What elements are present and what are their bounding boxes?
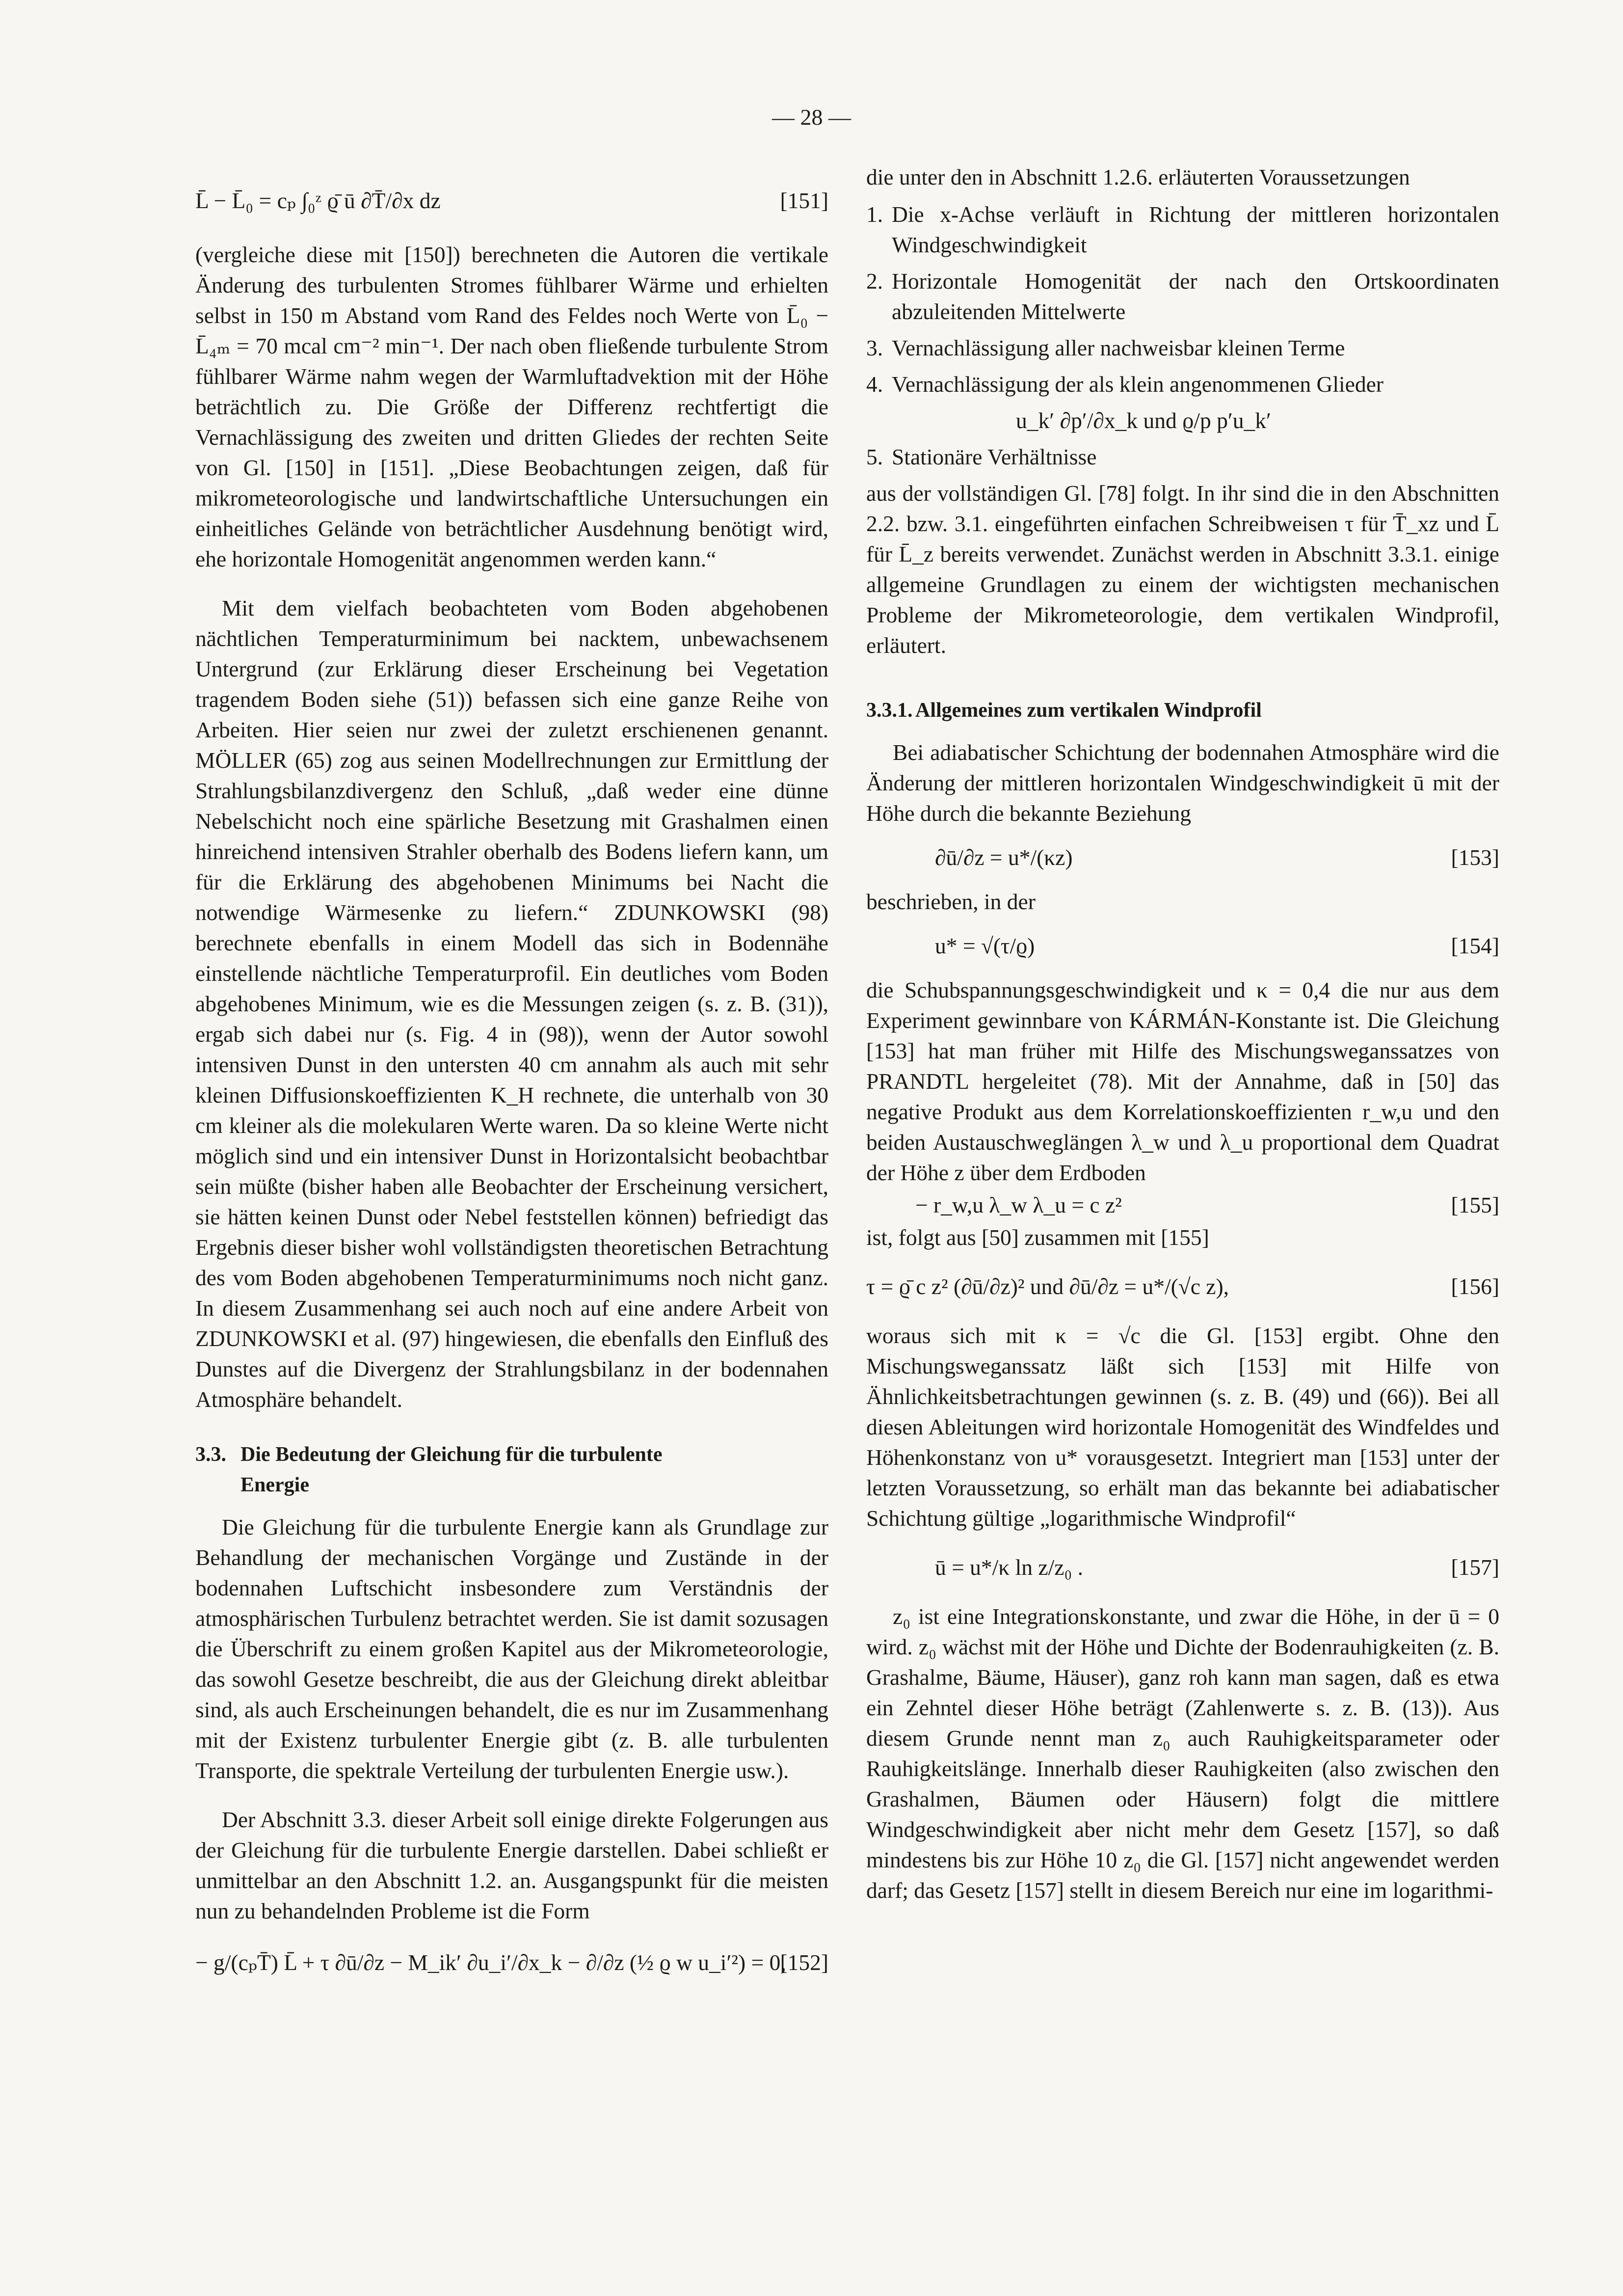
paragraph: Die Gleichung für die turbulente Energie kann als Grundlage zur Behandlung der mechanischen Vorgänge und Zustände in der bodennahen Luftschicht insbesondere zum Verständnis der atmosphärischen Turbulenz betrachtet werden. Sie ist damit sozusagen die Überschrift zu einem großen Kapitel aus der Mikrometeorologie, das sowohl Gesetze beschreibt, die aus der Gleichung direkt ableitbar sind, als auch Erscheinungen behandelt, die es nur im Zusammenhang mit der Existenz turbulenter Energie gibt (z. B. alle turbulenten Transporte, die spektrale Verteilung der turbulenten Energie usw.). <box>195 1514 828 1783</box>
right-column <box>866 162 1499 1906</box>
equation-156-expr: τ = ϱ̄ c z² (∂ū/∂z)² und ∂ū/∂z = u*/(√c z), <box>866 1274 1229 1299</box>
equation-154 <box>866 924 1499 968</box>
equation-151-number: [151] <box>780 188 828 213</box>
equation-155-number: [155] <box>1451 1192 1499 1217</box>
equation-155-expr: − r_w,u λ_w λ_u = c z² <box>915 1192 1122 1217</box>
paragraph: z₀ ist eine Integrationskonstante, und zwar die Höhe, in der ū = 0 wird. z₀ wächst mit der Höhe und Dichte der Bodenrauhigkeiten (z. B. Grashalme, Bäume, Häuser), ganz roh kann man sagen, daß es etwa ein Zehntel dieser Höhe beträgt (Zahlenwerte s. z. B. (13)). Aus diesem Grunde nennt man z₀ auch Rauhigkeitsparameter oder Rauhigkeitslänge. Innerhalb dieser Rauhigkeiten (also zwischen den Grashalmen, Bäumen oder Häusern) folgt die mittlere Windgeschwindigkeit aber nicht mehr dem Gesetz [157], so daß mindestens bis zur Höhe 10 z₀ die Gl. [157] nicht angewendet werden darf; das Gesetz [157] stellt in diesem Bereich nur eine im logarithmi- <box>866 1604 1499 1903</box>
paragraph: die Schubspannungsgeschwindigkeit und κ = 0,4 die nur aus dem Experiment gewinnbare von KÁRMÁN-Konstante ist. Die Gleichung [153] hat man früher mit Hilfe des Mischungsweganssatzes von PRANDTL hergeleitet (78). Mit der Annahme, daß in [50] das negative Produkt aus dem Korrelationskoeffizienten r_w,u und den beiden Austauschweglängen λ_w und λ_u proportional dem Quadrat der Höhe z über dem Erdboden <box>866 977 1499 1185</box>
section-number: 3.3. <box>195 1443 226 1466</box>
paragraph: ist, folgt aus [50] zusammen mit [155] <box>866 1225 1209 1250</box>
paragraph: Bei adiabatischer Schichtung der bodennahen Atmosphäre wird die Änderung der mittleren horizontalen Windgeschwindigkeit ū mit der Höhe durch die bekannte Beziehung <box>866 740 1499 826</box>
paragraph: die unter den in Abschnitt 1.2.6. erläuterten Voraussetzungen <box>866 164 1410 189</box>
list-item: 3. Vernachlässigung aller nachweisbar kleinen Terme <box>866 335 1345 360</box>
assumption-list-continued <box>866 442 1499 472</box>
left-column <box>195 162 828 1999</box>
page-number: — 28 — <box>772 105 851 130</box>
equation-157-number: [157] <box>1451 1555 1499 1580</box>
equation-155 <box>866 1190 1499 1220</box>
equation-152-expr: − g/(cₚT̄) L̄ + τ ∂ū/∂z − M_ik′ ∂u_i′/∂x_k − ∂/∂z (½ ϱ w u_i′²) = 0, <box>195 1950 786 1975</box>
section-number: 3.3.1. <box>866 699 913 722</box>
section-heading-3-3 <box>195 1439 828 1500</box>
list-item: 1. Die x-Achse verläuft in Richtung der mittleren horizontalen Windgeschwindigkeit <box>866 202 1499 257</box>
equation-156-number: [156] <box>1451 1274 1499 1299</box>
equation-153 <box>866 836 1499 880</box>
paragraph: Der Abschnitt 3.3. dieser Arbeit soll einige direkte Folgerungen aus der Gleichung für die turbulente Energie darstellen. Dabei schließt er unmittelbar an den Abschnitt 1.2. an. Ausgangspunkt für die meisten nun zu behandelnden Probleme ist die Form <box>195 1807 828 1923</box>
paragraph: beschrieben, in der <box>866 889 1036 914</box>
section-heading-3-3-1 <box>866 695 1499 726</box>
equation-156 <box>866 1260 1499 1314</box>
equation-153-expr: ∂ū/∂z = u*/(κz) <box>935 845 1073 870</box>
list-item: 4. Vernachlässigung der als klein angenommenen Glieder <box>866 372 1384 397</box>
section-title-continued: Energie <box>240 1474 309 1496</box>
equation-154-number: [154] <box>1451 933 1499 958</box>
paragraph: Mit dem vielfach beobachteten vom Boden abgehobenen nächtlichen Temperaturminimum bei nacktem, unbewachsenem Untergrund (zur Erklärung dieser Erscheinung bei Vegetation tragendem Boden siehe (51)) befassen sich eine ganze Reihe von Arbeiten. Hier seien nur zwei der zuletzt erschienenen genannt. MÖLLER (65) zog aus seinen Modellrechnungen zur Ermittlung der Strahlungsbilanzdivergenz den Schluß, „daß weder eine dünne Nebelschicht noch eine spärliche Besetzung mit Grashalmen einen hinreichend intensiven Strahler oberhalb des Bodens liefern kann, um für die Erklärung des abgehobenen Minimums bei Nacht die notwendige Wärmesenke zu liefern.“ ZDUNKOWSKI (98) berechnete ebenfalls in einem Modell das sich in Bodennähe einstellende nächtliche Temperaturprofil. Ein deutliches vom Boden abgehobenes Minimum, wie es die Messungen zeigen (s. z. B. (31)), ergab sich dabei nur (s. Fig. 4 in (98)), wenn der Autor sowohl intensiven Dunst in den untersten 40 cm annahm als auch mit sehr kleinen Diffusionskoeffizienten K_H rechnete, die unterhalb von 30 cm kleiner als die molekularen Werte waren. Da so kleine Werte nicht möglich sind und ein intensiver Dunst in Horizontalsicht beobachtbar sein müßte (bisher haben alle Beobachter der Erscheinung versichert, sie hätten keinen Dunst oder Nebel feststellen können) befriedigt das Ergebnis dieser bisher wohl vollständigsten theoretischen Betrachtung des vom Boden abgehobenen Temperaturminimums noch nicht ganz. In diesem Zusammenhang sei auch noch auf eine andere Arbeit von ZDUNKOWSKI et al. (97) hingewiesen, die ebenfalls den Einfluß des Dunstes auf die Divergenz der Strahlungsbilanz in der bodennahen Atmosphäre behandelt. <box>195 595 828 1412</box>
equation-154-expr: u* = √(τ/ϱ) <box>935 933 1035 958</box>
list-item-4-equation: u_k′ ∂p′/∂x_k und ϱ/p p′u_k′ <box>1016 408 1271 433</box>
section-title: Die Bedeutung der Gleichung für die turbulente <box>240 1443 663 1466</box>
equation-153-number: [153] <box>1451 845 1499 870</box>
equation-152 <box>195 1933 828 1992</box>
list-item: 2. Horizontale Homogenität der nach den Ortskoordinaten abzuleitenden Mittelwerte <box>866 269 1499 324</box>
assumption-list <box>866 199 1499 400</box>
equation-152-number: [152] <box>780 1950 828 1975</box>
equation-157-expr: ū = u*/κ ln z/z₀ . <box>935 1555 1084 1580</box>
paragraph: woraus sich mit κ = √c die Gl. [153] ergibt. Ohne den Mischungsweganssatz läßt sich [153] mit Hilfe von Ähnlichkeitsbetrachtungen gewinnen (s. z. B. (49) und (66)). Bei all diesen Ableitungen wird horizontale Homogenität des Windfeldes und Höhenkonstanz von u* vorausgesetzt. Integriert man [153] unter der letzten Voraussetzung, so erhält man das bekannte bei adiabatischer Schichtung gültige „logarithmische Windprofil“ <box>866 1323 1499 1531</box>
paragraph: (vergleiche diese mit [150]) berechneten die Autoren die vertikale Änderung des turbulenten Stromes fühlbarer Wärme und erhielten selbst in 150 m Abstand vom Rand des Feldes noch Werte von L̄₀ − L̄₄ₘ = 70 mcal cm⁻² min⁻¹. Der nach oben fließende turbulente Strom fühlbarer Wärme nahm wegen der Warmluftadvektion mit der Höhe beträchtlich zu. Die Größe der Differenz rechtfertigt die Vernachlässigung des zweiten und dritten Gliedes der rechten Seite von Gl. [150] in [151]. „Diese Beobachtungen zeigen, daß für mikrometeorologische und landwirtschaftliche Untersuchungen ein einheitliches Gelände von beträchtlicher Ausdehnung benötigt wird, ehe horizontale Homogenität angenommen werden kann.“ <box>195 242 828 571</box>
equation-151 <box>195 169 828 233</box>
equation-151-expr: L̄ − L̄₀ = cₚ ∫₀ᶻ ϱ̄ ū ∂T̄/∂x dz <box>195 188 441 213</box>
paragraph: aus der vollständigen Gl. [78] folgt. In ihr sind die in den Abschnitten 2.2. bzw. 3.1. eingeführten einfachen Schreibweisen τ für T̄_xz und L̄ für L̄_z bereits verwendet. Zunächst werden in Abschnitt 3.3.1. einige allgemeine Grundlagen zu einem der wichtigsten mechanischen Probleme der Mikrometeorologie, dem vertikalen Windprofil, erläutert. <box>866 481 1499 658</box>
section-title: Allgemeines zum vertikalen Windprofil <box>915 699 1262 722</box>
list-item: 5. Stationäre Verhältnisse <box>866 444 1097 469</box>
equation-157 <box>866 1540 1499 1594</box>
